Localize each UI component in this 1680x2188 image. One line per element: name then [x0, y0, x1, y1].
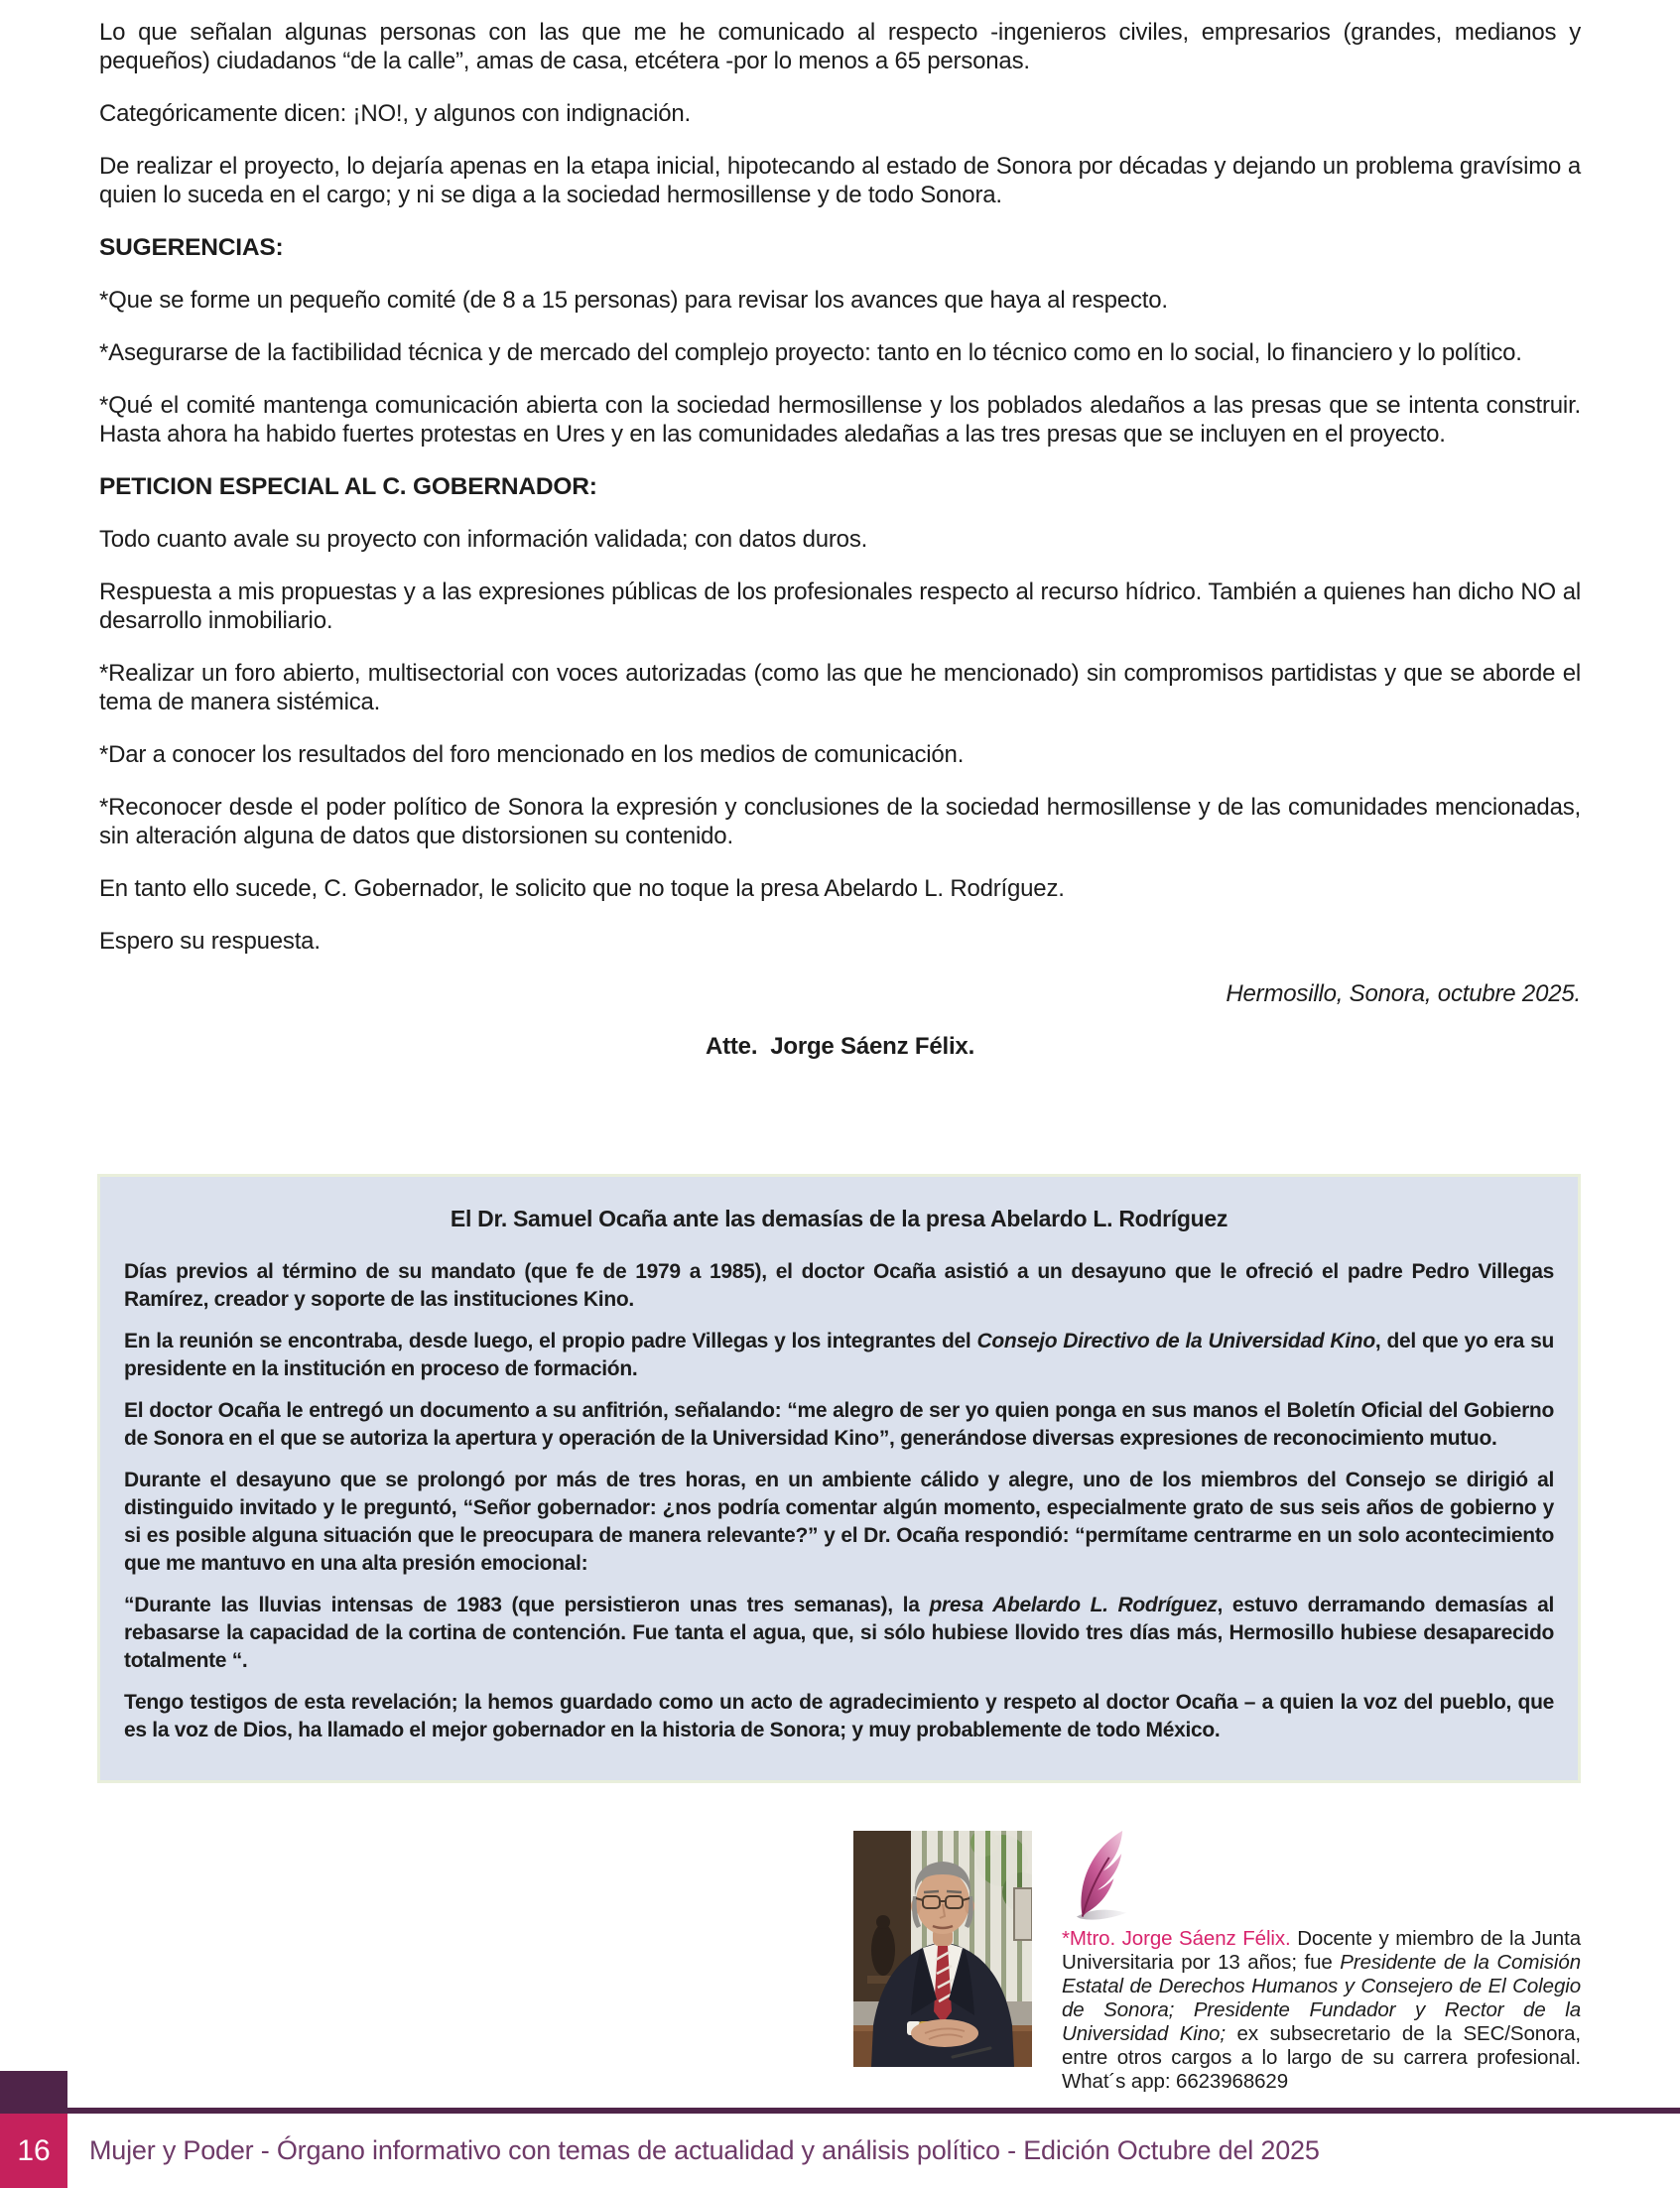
page-number: 16 — [17, 2133, 51, 2167]
footer-text — [89, 2114, 1320, 2188]
letter-paragraph: *Realizar un foro abierto, multisectorial con voces autorizadas (como las que he mencionado) sin compromisos partidistas y que se aborde el tema de manera sistémica. — [99, 660, 1581, 715]
letter-paragraph: *Reconocer desde el poder político de Sonora la expresión y conclusiones de la sociedad hermosillense y de las comunidades mencionadas, sin alteración alguna de datos que distorsionen su contenido. — [99, 794, 1581, 849]
info-box-title: El Dr. Samuel Ocaña ante las demasías de la presa Abelardo L. Rodríguez — [450, 1206, 1228, 1231]
info-box-paragraph: “Durante las lluvias intensas de 1983 (que persistieron unas tres semanas), la presa Abelardo L. Rodríguez, estuvo derramando demasías al rebasarse la capacidad de la cortina de contención. Fue tanta el agua, que, si sólo hubiese llovido tres días más, Hermosillo hubiese desaparecido totalmente “. — [124, 1594, 1555, 1672]
info-box-paragraph: En la reunión se encontraba, desde luego, el propio padre Villegas y los integrantes del Consejo Directivo de la Universidad Kino, del que yo era su presidente en la institución en proceso de formación. — [124, 1330, 1554, 1380]
heading-sugerencias: SUGERENCIAS: — [99, 234, 284, 261]
portrait-photo — [853, 1831, 1032, 2067]
date-line: Hermosillo, Sonora, octubre 2025. — [1226, 980, 1581, 1007]
letter-paragraph: Espero su respuesta. — [99, 928, 321, 955]
letter-paragraph: Todo cuanto avale su proyecto con información validada; con datos duros. — [99, 526, 868, 553]
letter-paragraph: De realizar el proyecto, lo dejaría apenas en la etapa inicial, hipotecando al estado de Sonora por décadas y dejando un problema gravísimo a quien lo suceda en el cargo; y ni se diga a la sociedad hermosillense y de todo Sonora. — [99, 153, 1581, 208]
letter-paragraph: *Qué el comité mantenga comunicación abierta con la sociedad hermosillense y los poblados aledaños a las presas que se intenta construir. Hasta ahora ha habido fuertes protestas en Ures y en las comunidades aledañas a las tres presas que se incluyen en el proyecto. — [99, 392, 1581, 448]
letter-paragraph: *Asegurarse de la factibilidad técnica y de mercado del complejo proyecto: tanto en lo técnico como en lo social, lo financiero y lo político. — [99, 339, 1522, 366]
letter-paragraph: En tanto ello sucede, C. Gobernador, le solicito que no toque la presa Abelardo L. Rodríguez. — [99, 875, 1065, 902]
letter-body — [99, 18, 1581, 1085]
letter-paragraph: Lo que señalan algunas personas con las que me he comunicado al respecto -ingenieros civiles, empresarios (grandes, medianos y pequeños) ciudadanos “de la calle”, amas de casa, etcétera -por lo menos a 65 personas. — [99, 19, 1581, 74]
letter-paragraph: Categóricamente dicen: ¡NO!, y algunos con indignación. — [99, 100, 692, 127]
info-box-paragraph: Tengo testigos de esta revelación; la hemos guardado como un acto de agradecimiento y respeto al doctor Ocaña – a quien la voz del pueblo, que es la voz de Dios, ha llamado el mejor gobernador en la historia de Sonora; y muy probablemente de todo México. — [124, 1691, 1554, 1741]
photo-caption: *Mtro. Jorge Sáenz Félix. Docente y miembro de la Junta Universitaria por 13 años; fue Presidente de la Comisión Estatal de Derechos Humanos y Consejero de El Colegio de Sonora; Presidente Fundador y Rector de la Universidad Kino; ex subsecretario de la SEC/Sonora, entre otros cargos a lo largo de su carrera profesional. What´s app: 6623968629 — [1062, 1927, 1582, 2093]
footer-text-label: Mujer y Poder - Órgano informativo con temas de actualidad y análisis político - Edición Octubre del 2025 — [89, 2135, 1320, 2165]
page-number-badge — [0, 2114, 67, 2188]
feather-logo-icon — [1070, 1829, 1133, 1932]
letter-paragraph: *Dar a conocer los resultados del foro mencionado en los medios de comunicación. — [99, 741, 965, 768]
info-box-paragraph: Durante el desayuno que se prolongó por más de tres horas, en un ambiente cálido y alegre, uno de los miembros del Consejo se dirigió al distinguido invitado y le preguntó, “Señor gobernador: ¿nos podría comentar algún momento, especialmente grato de sus seis años de gobierno y si es posible alguna situación que le preocupara de manera relevante?” y el Dr. Ocaña respondió: “permítame centrarme en un solo acontecimiento que me mantuvo en una alta presión emocional: — [124, 1469, 1554, 1575]
info-box-paragraph: El doctor Ocaña le entregó un documento a su anfitrión, señalando: “me alegro de ser yo quien ponga en sus manos el Boletín Oficial del Gobierno de Sonora en el que se autoriza la apertura y operación de la Universidad Kino”, generándose diversas expresiones de reconocimiento mutuo. — [124, 1399, 1554, 1450]
letter-paragraph: *Que se forme un pequeño comité (de 8 a 15 personas) para revisar los avances que haya al respecto. — [99, 287, 1168, 314]
signature-line: Atte. Jorge Sáenz Félix. — [705, 1033, 975, 1060]
letter-paragraph: Respuesta a mis propuestas y a las expresiones públicas de los profesionales respecto al recurso hídrico. También a quienes han dicho NO al desarrollo inmobiliario. — [99, 579, 1581, 634]
info-box-paragraph: Días previos al término de su mandato (que fe de 1979 a 1985), el doctor Ocaña asistió a un desayuno que le ofreció el padre Pedro Villegas Ramírez, creador y soporte de las instituciones Kino. — [124, 1260, 1554, 1311]
info-box — [97, 1174, 1581, 1783]
heading-peticion: PETICION ESPECIAL AL C. GOBERNADOR: — [99, 473, 597, 500]
